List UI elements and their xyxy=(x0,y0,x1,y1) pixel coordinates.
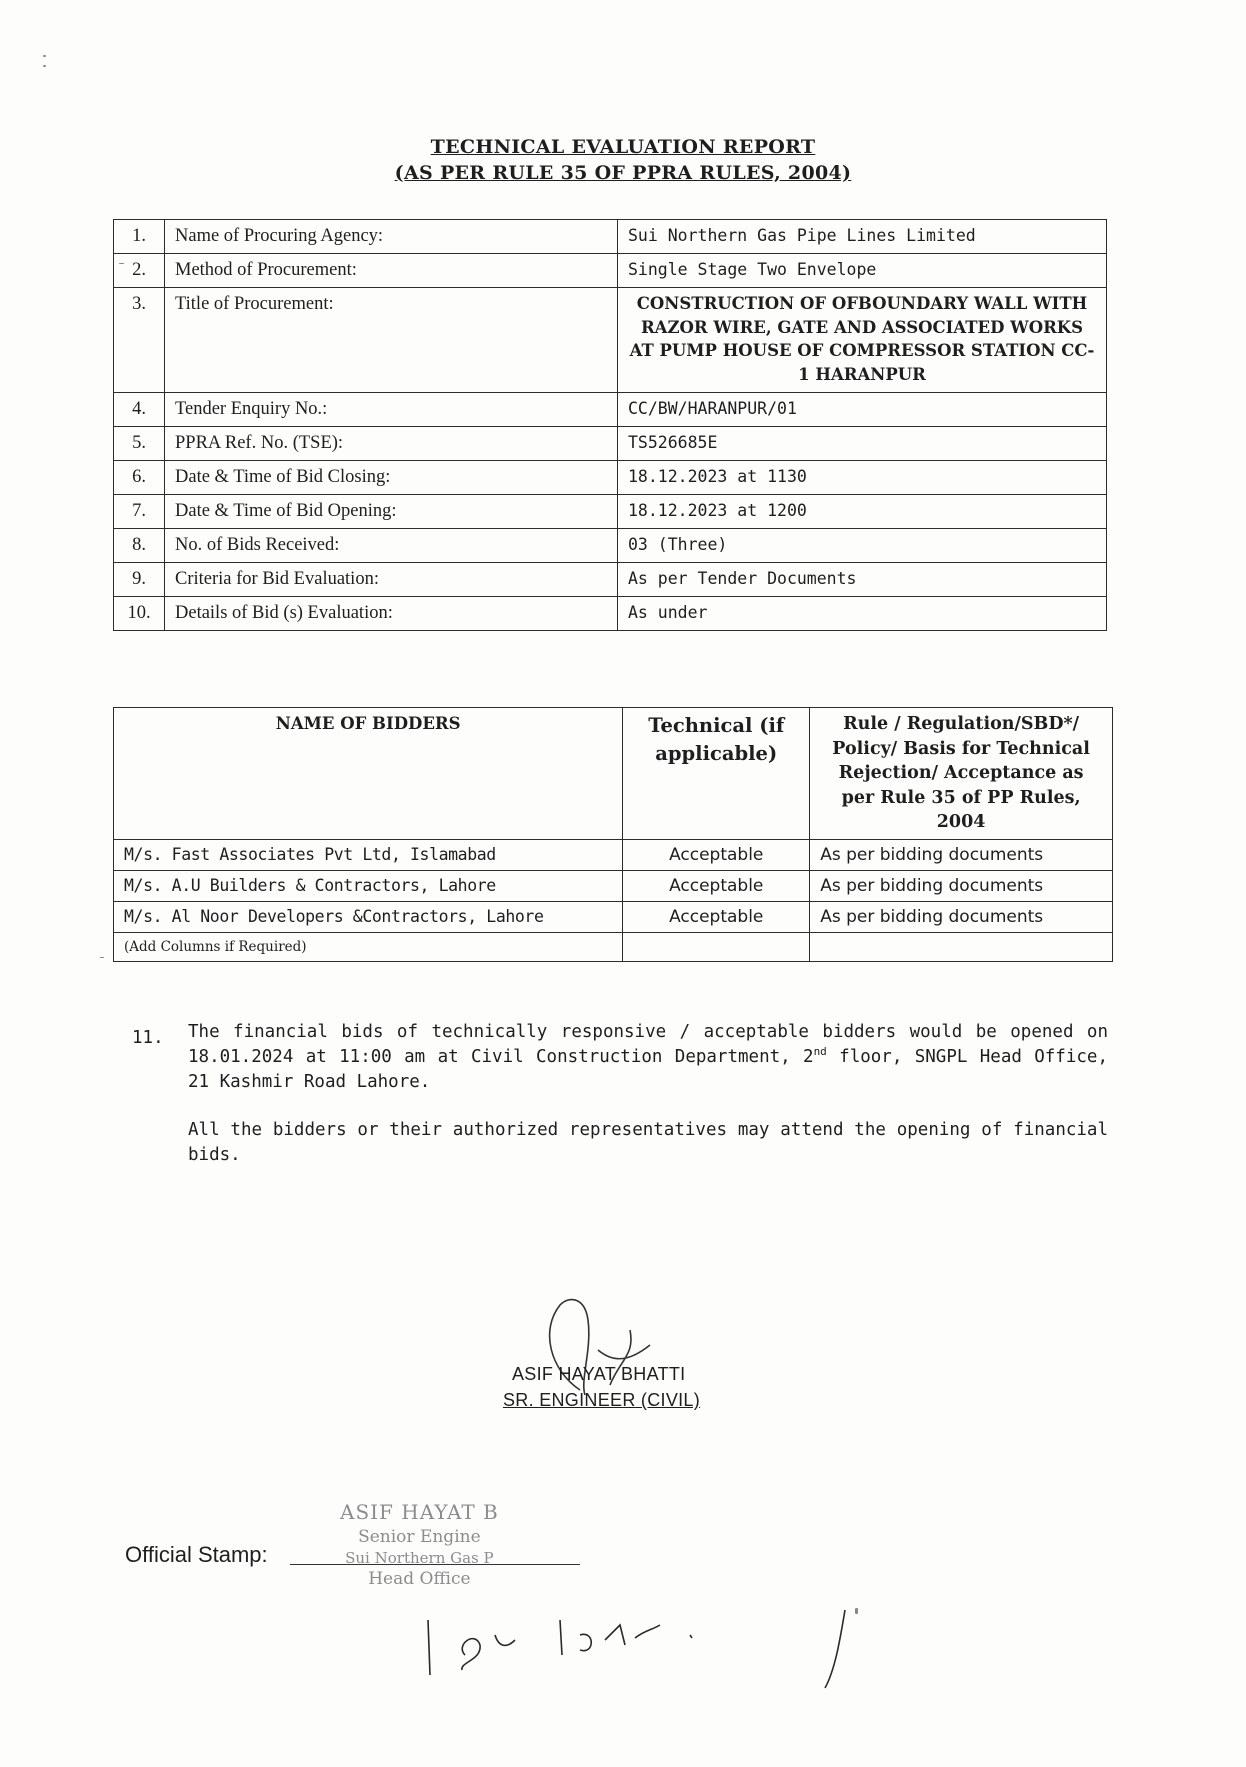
stamp-line-3: Sui Northern Gas P xyxy=(345,1549,494,1567)
row-value: 18.12.2023 at 1200 xyxy=(618,495,1107,529)
bidder-basis: As per bidding documents xyxy=(810,901,1113,932)
official-stamp-label: Official Stamp: xyxy=(125,1542,268,1567)
bidder-basis: As per bidding documents xyxy=(810,839,1113,870)
add-columns-note: (Add Columns if Required) xyxy=(114,932,623,961)
scan-speck xyxy=(100,957,104,958)
bidder-name: M/s. A.U Builders & Contractors, Lahore xyxy=(114,870,623,901)
row-number: 7. xyxy=(114,495,165,529)
row-number: 2. xyxy=(114,254,165,288)
row-number: 6. xyxy=(114,461,165,495)
bidder-technical-status: Acceptable xyxy=(623,901,810,932)
column-header-name: NAME OF BIDDERS xyxy=(114,708,623,840)
row-label: PPRA Ref. No. (TSE): xyxy=(165,427,618,461)
table-row xyxy=(114,393,1107,427)
row-value: As per Tender Documents xyxy=(618,563,1107,597)
scan-speck xyxy=(43,65,46,67)
table-row xyxy=(114,932,1113,961)
row-label: Details of Bid (s) Evaluation: xyxy=(165,597,618,631)
official-stamp xyxy=(340,1500,499,1589)
scan-speck xyxy=(43,55,46,57)
signatory-name: ASIF HAYAT BHATTI xyxy=(512,1364,686,1384)
bidder-technical-status: Acceptable xyxy=(623,839,810,870)
row-value: Single Stage Two Envelope xyxy=(618,254,1107,288)
row-label: No. of Bids Received: xyxy=(165,529,618,563)
bidders-table xyxy=(113,707,1113,962)
row-label: Method of Procurement: xyxy=(165,254,618,288)
row-value: 18.12.2023 at 1130 xyxy=(618,461,1107,495)
attendance-paragraph: All the bidders or their authorized representatives may attend the opening of financial bids. xyxy=(188,1120,1108,1165)
paragraph-number: 11. xyxy=(132,1028,164,1048)
table-row xyxy=(114,901,1113,932)
ordinal-suffix: nd xyxy=(813,1045,827,1059)
row-label: Name of Procuring Agency: xyxy=(165,220,618,254)
paragraph-text: The financial bids of technically responsive / acceptable bidders would be opened on 18.01.2024 at 11:00 am at Civil Construction Department, 2 xyxy=(188,1022,1108,1067)
column-header-basis: Rule / Regulation/SBD*/ Policy/ Basis for Technical Rejection/ Acceptance as per Rule 35 of PP Rules, 2004 xyxy=(810,708,1113,840)
paragraph-text: floor, SNGPL Head Office, 21 Kashmir Road Lahore. xyxy=(188,1047,1108,1092)
row-number: 9. xyxy=(114,563,165,597)
row-number: 3. xyxy=(114,288,165,393)
row-number: 5. xyxy=(114,427,165,461)
row-value: CC/BW/HARANPUR/01 xyxy=(618,393,1107,427)
stamp-line-2: Senior Engine xyxy=(358,1527,481,1547)
empty-cell xyxy=(623,932,810,961)
handwritten-initials xyxy=(420,1600,860,1690)
empty-cell xyxy=(810,932,1113,961)
row-number: 4. xyxy=(114,393,165,427)
table-header-row xyxy=(114,708,1113,840)
table-row xyxy=(114,461,1107,495)
row-value: TS526685E xyxy=(618,427,1107,461)
row-label: Title of Procurement: xyxy=(165,288,618,393)
row-value: Sui Northern Gas Pipe Lines Limited xyxy=(618,220,1107,254)
row-number: 8. xyxy=(114,529,165,563)
procurement-title-value: CONSTRUCTION OF OFBOUNDARY WALL WITH RAZOR WIRE, GATE AND ASSOCIATED WORKS AT PUMP HOUSE OF COMPRESSOR STATION CC-1 HARANPUR xyxy=(618,288,1107,393)
stamp-line-4: Head Office xyxy=(368,1569,471,1589)
table-row xyxy=(114,220,1107,254)
signatory-title: SR. ENGINEER (CIVIL) xyxy=(503,1390,701,1410)
bidder-name: M/s. Fast Associates Pvt Ltd, Islamabad xyxy=(114,839,623,870)
row-value: As under xyxy=(618,597,1107,631)
table-row xyxy=(114,563,1107,597)
row-label: Tender Enquiry No.: xyxy=(165,393,618,427)
procurement-info-table xyxy=(113,219,1107,631)
column-header-technical: Technical (if applicable) xyxy=(623,708,810,840)
financial-bids-paragraph xyxy=(188,1020,1108,1095)
stamp-line-1: ASIF HAYAT B xyxy=(340,1500,499,1524)
table-row xyxy=(114,288,1107,393)
row-label: Date & Time of Bid Closing: xyxy=(165,461,618,495)
row-number: 1. xyxy=(114,220,165,254)
scan-speck xyxy=(855,1608,858,1614)
bidder-basis: As per bidding documents xyxy=(810,870,1113,901)
report-subtitle: (AS PER RULE 35 OF PPRA RULES, 2004) xyxy=(394,162,852,184)
row-label: Criteria for Bid Evaluation: xyxy=(165,563,618,597)
bidder-name: M/s. Al Noor Developers &Contractors, Lahore xyxy=(114,901,623,932)
row-number: 10. xyxy=(114,597,165,631)
table-row xyxy=(114,597,1107,631)
table-row xyxy=(114,254,1107,288)
table-row xyxy=(114,839,1113,870)
row-label: Date & Time of Bid Opening: xyxy=(165,495,618,529)
report-title: TECHNICAL EVALUATION REPORT xyxy=(430,136,816,158)
table-row xyxy=(114,427,1107,461)
table-row xyxy=(114,870,1113,901)
bidder-technical-status: Acceptable xyxy=(623,870,810,901)
row-value: 03 (Three) xyxy=(618,529,1107,563)
scan-speck xyxy=(119,263,124,264)
table-row xyxy=(114,495,1107,529)
table-row xyxy=(114,529,1107,563)
